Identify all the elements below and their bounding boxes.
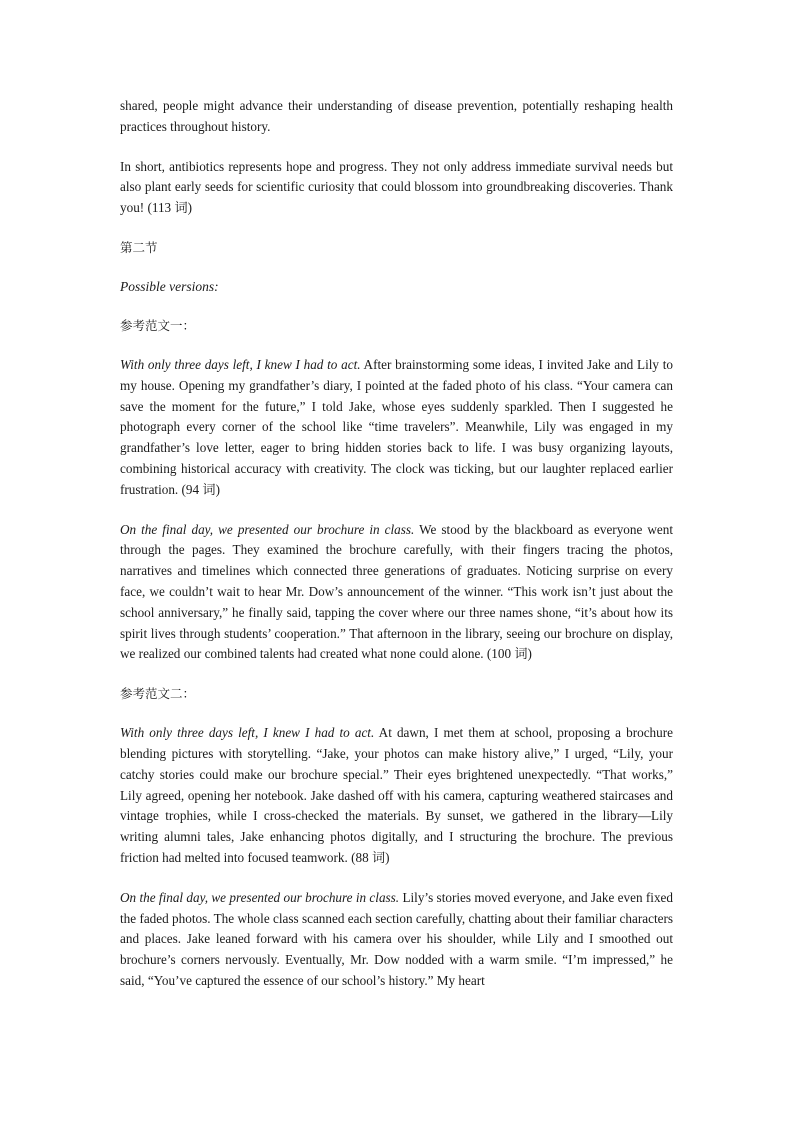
version-two-paragraph-1-body: At dawn, I met them at school, proposing a brochure blending pictures with storytelling. “Jake, your photos can make history alive,” I urged, “Lily, your catchy stories could make our brochure special.” Their eyes brightened unexpectedly. “That works,” Lily agreed, opening her notebook. Jake dashed off with his camera, capturing weathered staircases and vintage trophies, while I cross-checked the materials. By sunset, we gathered in the library—Lily writing alumni tales, Jake enhancing photos digitally, and I structuring the brochure. The previous friction had melted into focused teamwork. (88 词)	[120, 725, 673, 865]
version-one-paragraph-1-lead: With only three days left, I knew I had to act.	[120, 356, 361, 372]
version-two-paragraph-2-body: Lily’s stories moved everyone, and Jake even fixed the faded photos. The whole class scanned each section carefully, chatting about their familiar characters and places. Jake leaned forward with his camera over his shoulder, while Lily and I smoothed out brochure’s corners nervously. Eventually, Mr. Dow nodded with a warm smile. “I’m impressed,” he said, “You’ve captured the essence of our school’s history.” My heart	[120, 889, 673, 988]
version-two-heading: 参考范文二：	[120, 686, 196, 702]
version-one-paragraph-2-body: We stood by the blackboard as everyone went through the pages. They examined the brochure carefully, with their fingers tracing the photos, narratives and timelines which connected three generations of graduates. Noticing surprise on every face, we couldn’t wait to hear Mr. Dow’s announcement of the winner. “This work isn’t just about the school anniversary,” he finally said, tapping the cover where our three names shone, “it’s about how its spirit lives through students’ cooperation.” That afternoon in the library, seeing our brochure on display, we realized our combined talents had created what none could alone. (100 词)	[120, 521, 673, 662]
version-two-paragraph-2-lead: On the final day, we presented our brochure in class.	[120, 889, 400, 905]
version-one-paragraph-1	[120, 355, 673, 501]
version-two-paragraph-1	[120, 723, 673, 869]
version-one-heading: 参考范文一：	[120, 317, 196, 333]
section-heading: 第二节	[120, 239, 158, 255]
version-one-paragraph-1-body: After brainstorming some ideas, I invited Jake and Lily to my house. Opening my grandfather’s diary, I pointed at the faded photo of his class. “Your camera can save the moment for the future,” I told Jake, whose eyes suddenly sparkled. Then I suggested he photograph every corner of the school like “time travelers”. Meanwhile, Lily was engaged in my grandfather’s love letter, eager to bring hidden stories back to life. I was busy organizing layouts, combining historical accuracy with creativity. The clock was ticking, but our laughter replaced earlier frustration. (94 词)	[120, 356, 673, 497]
possible-versions-label: Possible versions:	[120, 278, 219, 294]
version-one-paragraph-2-lead: On the final day, we presented our brochure in class.	[120, 521, 415, 537]
version-two-paragraph-1-lead: With only three days left, I knew I had to act.	[120, 725, 375, 741]
paragraph-conclusion: In short, antibiotics represents hope and progress. They not only address immediate survival needs but also plant early seeds for scientific curiosity that could blossom into groundbreaking discoveries. Thank you! (113 词)	[120, 158, 673, 216]
version-one-paragraph-2	[120, 520, 673, 666]
paragraph-disease-prevention: shared, people might advance their understanding of disease prevention, potentially reshaping health practices throughout history.	[120, 98, 673, 134]
document-page	[120, 96, 673, 1011]
version-two-paragraph-2	[120, 888, 673, 992]
